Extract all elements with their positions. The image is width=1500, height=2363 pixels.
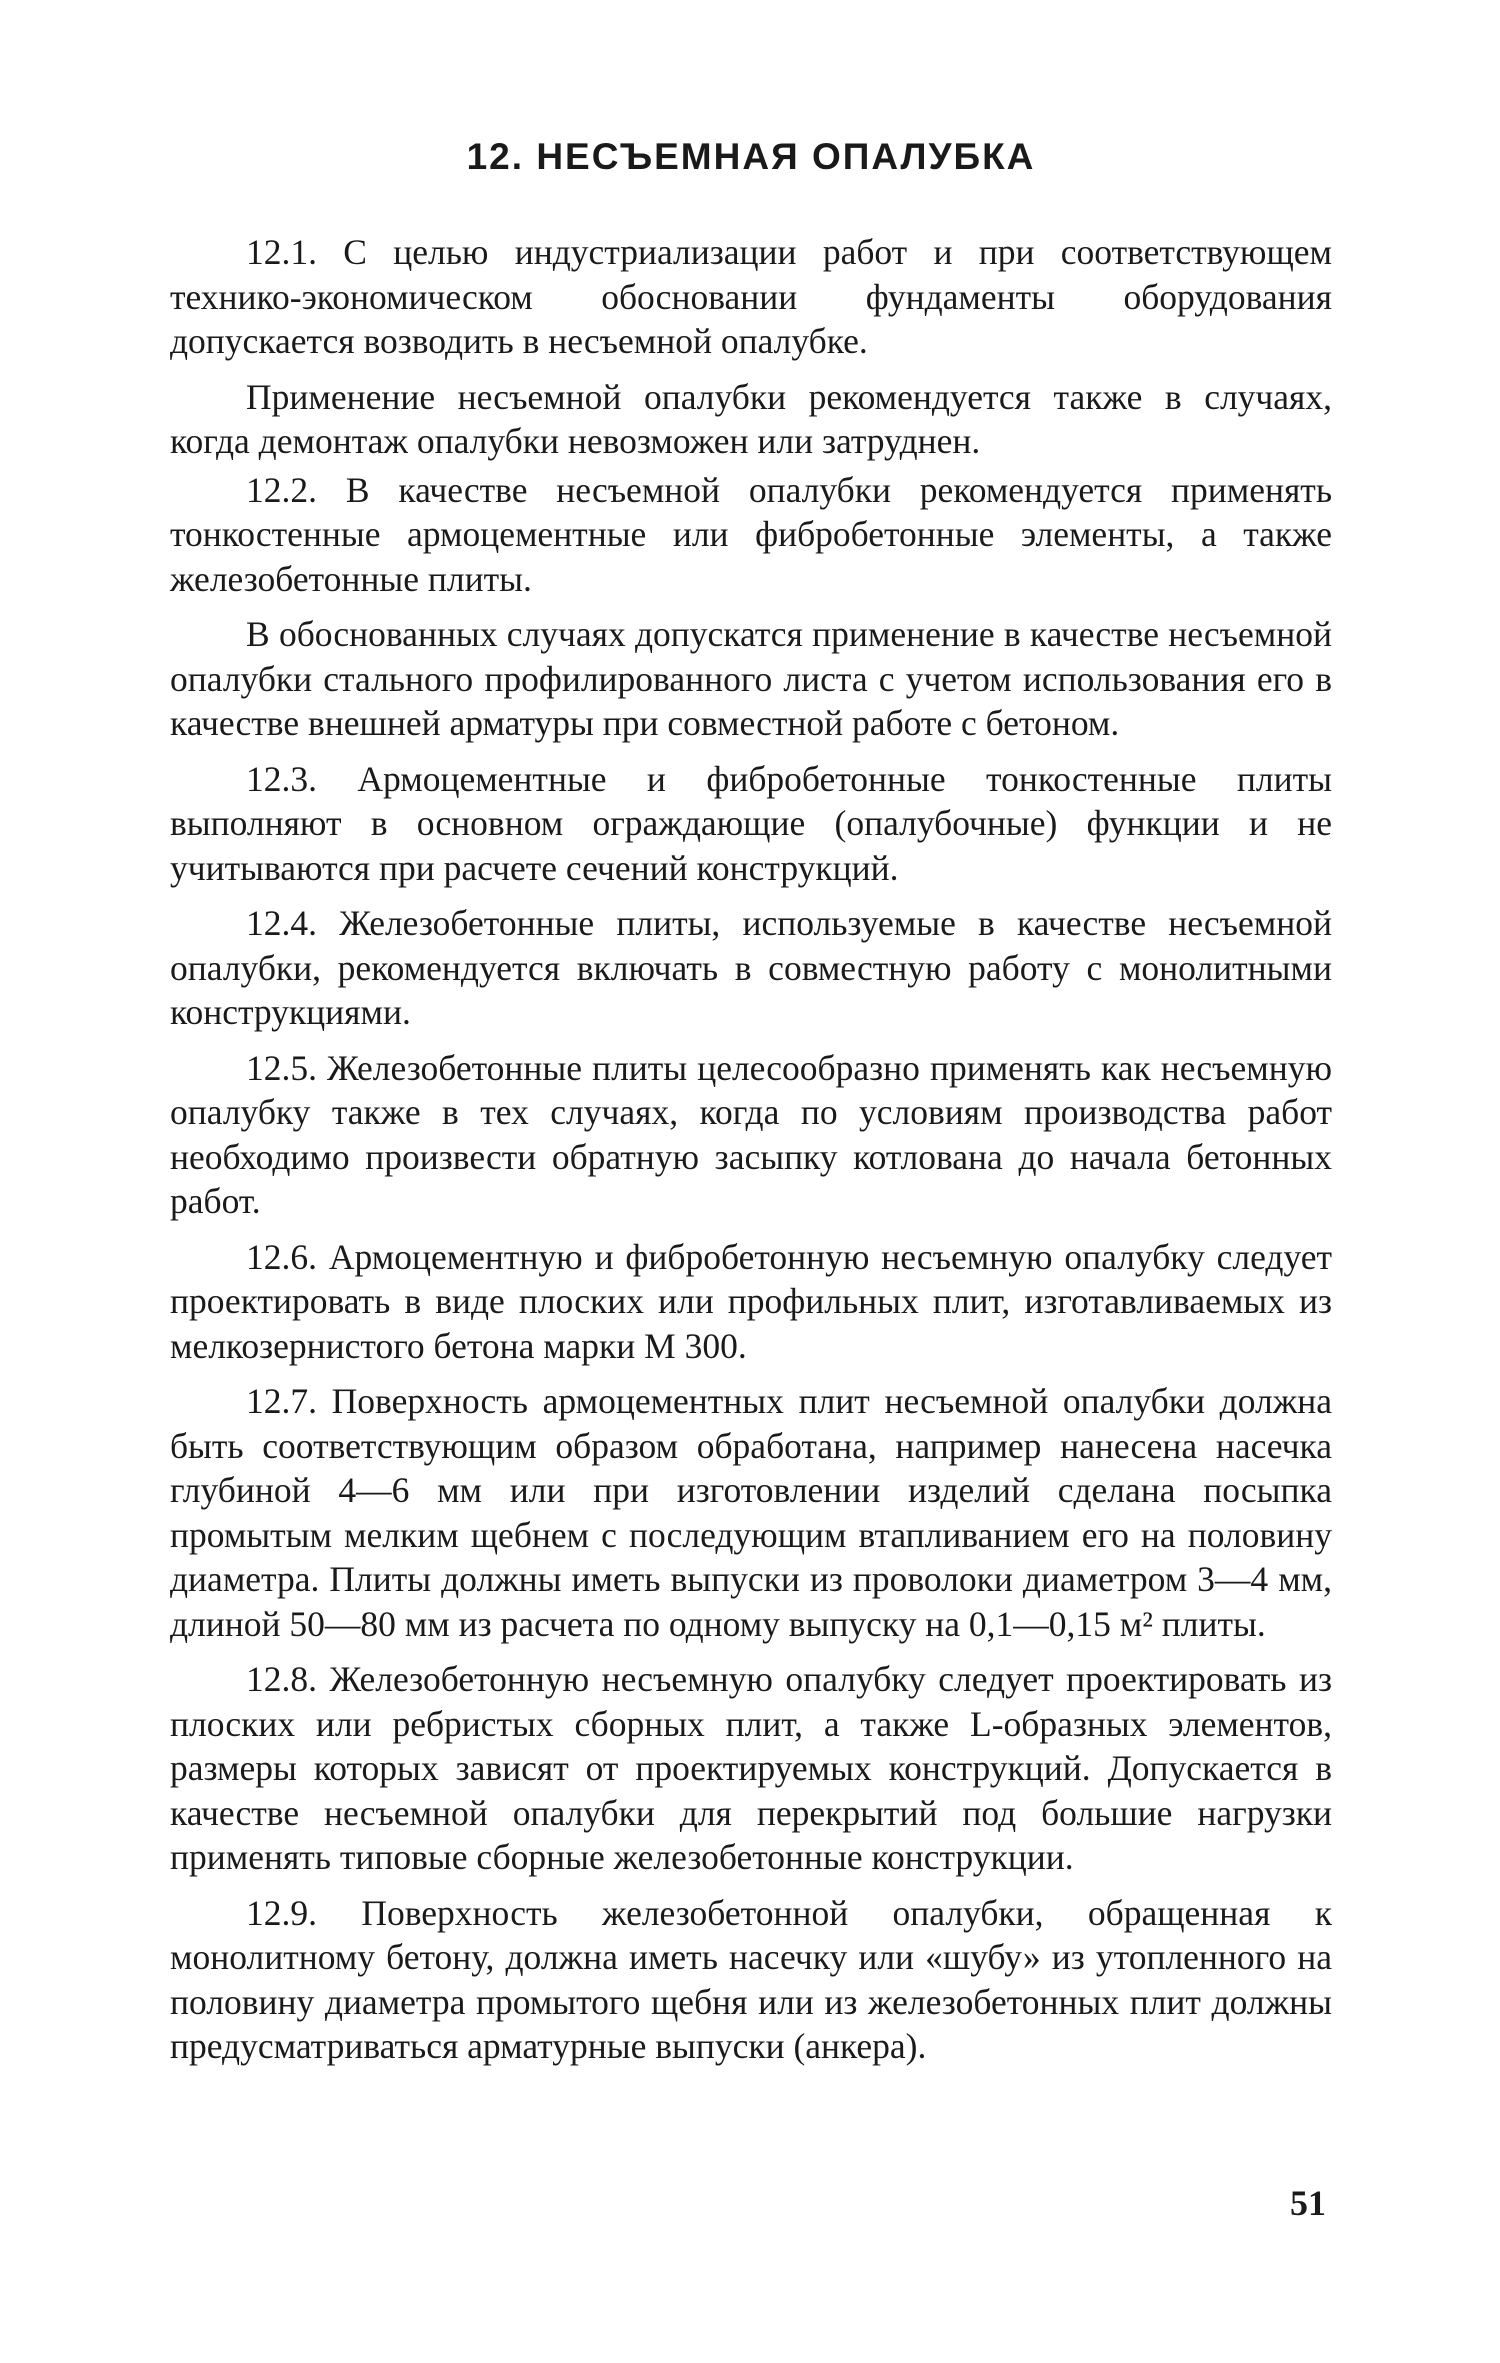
paragraph-12-7 xyxy=(170,1379,1332,1646)
paragraph-text: Железобетонную несъемную опалубку следует проектировать из плоских или ребристых сборных плит, а также L-образных элементов, размеры которых зависят от проектируемых конструкций. Допускается в качестве несъемной опалубки для перекрытий под большие нагрузки применять типовые сборные железобетонные конструкции. xyxy=(170,1659,1332,1877)
paragraph-text: В обоснованных случаях допускатся применение в качестве несъемной опалубки стального профилированного листа с учетом использования его в качестве внешней арматуры при совместной работе с бетоном. xyxy=(170,614,1332,743)
page-number: 51 xyxy=(1290,2183,1326,2223)
paragraph-12-3 xyxy=(170,757,1332,891)
paragraph-12-8 xyxy=(170,1657,1332,1880)
paragraph-text: В качестве несъемной опалубки рекомендуется применять тонкостенные армоцементные или фибробетонные элементы, а также железобетонные плиты. xyxy=(170,469,1333,599)
paragraph-number: 12.3. xyxy=(246,758,317,799)
section-heading: 12. НЕСЪЕМНАЯ ОПАЛУБКА xyxy=(466,136,1036,177)
paragraph-12-9 xyxy=(170,1891,1332,2069)
paragraph-12-4 xyxy=(170,901,1332,1035)
paragraph-12-6 xyxy=(170,1235,1332,1369)
paragraph-number: 12.1. xyxy=(246,232,317,272)
paragraph-text: Поверхность армоцементных плит несъемной опалубки должна быть соответствующим образом обработана, например нанесена насечка глубиной 4—6 мм или при изготовлении изделий сделана посыпка промытым мелким щебнем с последующим втапливанием его на половину диаметра. Плиты должны иметь выпуски из проволоки диаметром 3—4 мм, длиной 50—80 мм из расчета по одному выпуску на 0,1—0,15 м² плиты. xyxy=(170,1381,1332,1644)
paragraph-text: С целью индустриализации работ и при соответствующем технико-экономическом обосновании фундаменты оборудования допускается возводить в несъемной опалубке. xyxy=(170,232,1333,361)
document-page xyxy=(170,0,1332,2363)
paragraph-text: Армоцементную и фибробетонную несъемную опалубку следует проектировать в виде плоских или профильных плит, изготавливаемых из мелкозернистого бетона марки М 300. xyxy=(170,1236,1332,1366)
paragraph-number: 12.7. xyxy=(246,1381,317,1421)
paragraph-text: Применение несъемной опалубки рекомендуется также в случаях, когда демонтаж опалубки невозможен или затруднен. xyxy=(170,376,1332,461)
paragraph-number: 12.6. xyxy=(246,1236,317,1277)
paragraph-12-5 xyxy=(170,1046,1332,1224)
paragraph-text: Поверхность железобетонной опалубки, обращенная к монолитному бетону, должна иметь насечку или «шубу» из утопленного на половину диаметра промытого щебня или из железобетонных плит должны предусматриваться арматурные выпуски (анкера). xyxy=(170,1892,1332,2066)
paragraph-12-2-cont xyxy=(170,612,1332,746)
paragraph-12-2 xyxy=(170,468,1332,602)
paragraph-12-1 xyxy=(170,230,1332,364)
paragraph-12-1-cont xyxy=(170,375,1332,464)
section-body xyxy=(170,230,1332,2080)
paragraph-text: Армоцементные и фибробетонные тонкостенные плиты выполняют в основном ограждающие (опалубочные) функции и не учитываются при расчете сечений конструкций. xyxy=(170,758,1332,888)
paragraph-number: 12.4. xyxy=(246,903,317,943)
paragraph-number: 12.5. xyxy=(246,1047,317,1088)
paragraph-number: 12.8. xyxy=(246,1659,317,1699)
paragraph-number: 12.2. xyxy=(246,469,317,510)
paragraph-text: Железобетонные плиты целесообразно применять как несъемную опалубку также в тех случаях, когда по условиям производства работ необходимо произвести обратную засыпку котлована до начала бетонных работ. xyxy=(170,1047,1332,1221)
paragraph-text: Железобетонные плиты, используемые в качестве несъемной опалубки, рекомендуется включать в совместную работу с монолитными конструкциями. xyxy=(170,903,1332,1032)
paragraph-number: 12.9. xyxy=(246,1892,317,1933)
